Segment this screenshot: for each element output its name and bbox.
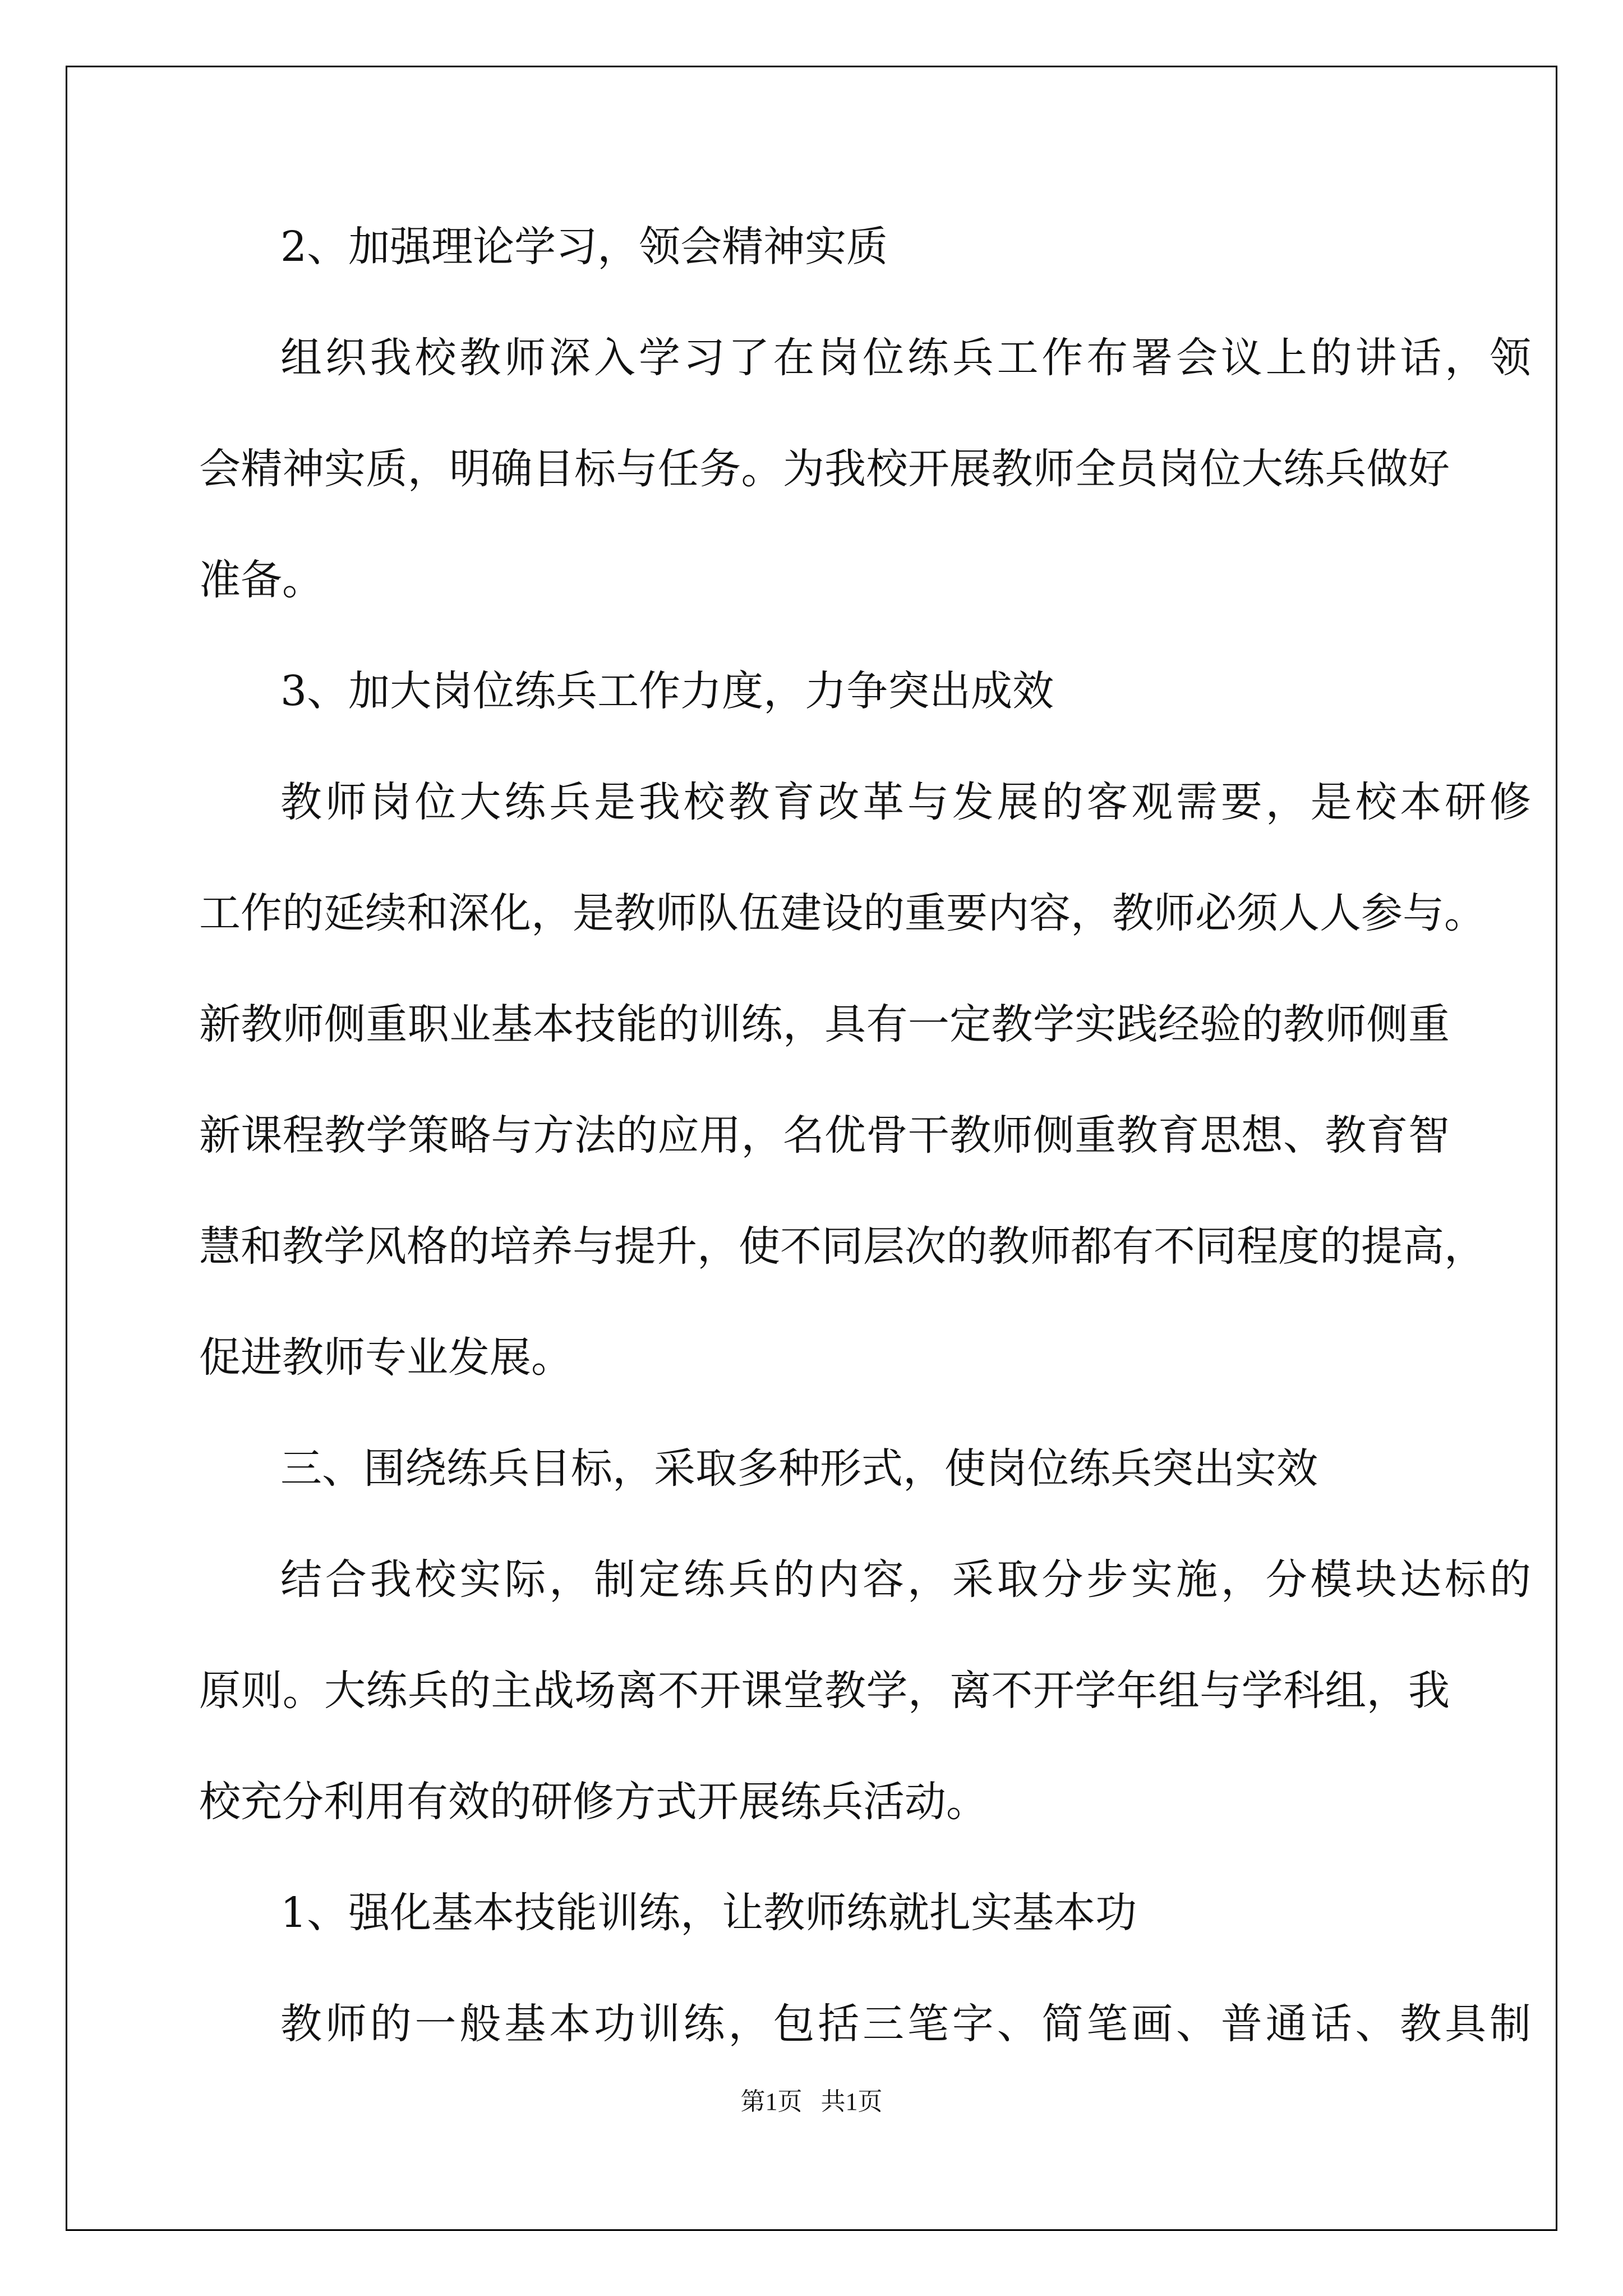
page-footer: 第1页 共1页 — [740, 2088, 883, 2115]
paragraph-line: 准备。 — [199, 556, 324, 604]
section-heading: 三、围绕练兵目标，采取多种形式，使岗位练兵突出实效 — [280, 1444, 1318, 1493]
paragraph-line: 会精神实质，明确目标与任务。为我校开展教师全员岗位大练兵做好 — [199, 445, 1450, 493]
paragraph-line: 组织我校教师深入学习了在岗位练兵工作布署会议上的讲话，领 — [280, 334, 1531, 382]
paragraph-line: 原则。大练兵的主战场离不开课堂教学，离不开学年组与学科组，我 — [199, 1667, 1450, 1715]
paragraph-line: 促进教师专业发展。 — [199, 1333, 573, 1382]
paragraph-line: 新教师侧重职业基本技能的训练，具有一定教学实践经验的教师侧重 — [199, 1000, 1450, 1048]
paragraph-line: 教师的一般基本功训练，包括三笔字、简笔画、普通话、教具制 — [280, 2000, 1531, 2048]
paragraph-line: 工作的延续和深化，是教师队伍建设的重要内容，教师必须人人参与。 — [199, 889, 1486, 937]
paragraph-line: 结合我校实际，制定练兵的内容，采取分步实施，分模块达标的 — [280, 1556, 1531, 1604]
section-heading: 3、加大岗位练兵工作力度，力争突出成效 — [280, 667, 1054, 715]
paragraph-line: 校充分利用有效的研修方式开展练兵活动。 — [199, 1778, 988, 1826]
paragraph-line: 教师岗位大练兵是我校教育改革与发展的客观需要，是校本研修 — [280, 778, 1531, 826]
section-heading: 1、强化基本技能训练，让教师练就扎实基本功 — [280, 1889, 1137, 1937]
paragraph-line: 新课程教学策略与方法的应用，名优骨干教师侧重教育思想、教育智 — [199, 1111, 1450, 1159]
paragraph-line: 慧和教学风格的培养与提升，使不同层次的教师都有不同程度的提高， — [199, 1222, 1486, 1271]
section-heading: 2、加强理论学习，领会精神实质 — [280, 223, 888, 271]
